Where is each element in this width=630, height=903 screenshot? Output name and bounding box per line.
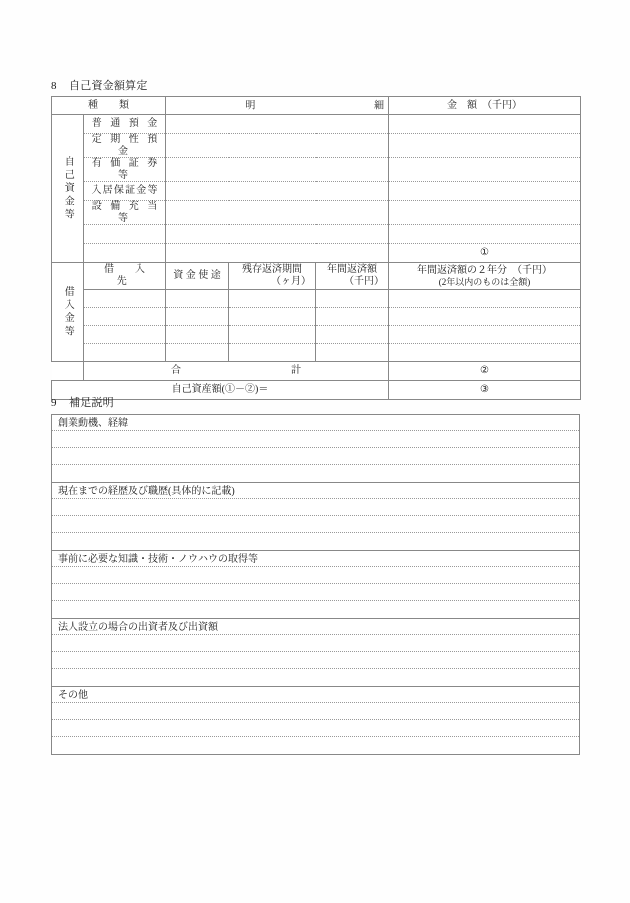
header-kind [52, 97, 166, 115]
net-asset-row [52, 381, 581, 400]
borrow-cell-use[interactable] [166, 290, 229, 308]
borrow-cell-lender[interactable] [84, 290, 166, 308]
row-kind: 定 期 性 預 金 [84, 134, 166, 158]
borrow-header-annual-label: 年間返済額 [327, 264, 377, 275]
row-amount[interactable] [389, 225, 581, 244]
borrow-header-row [52, 263, 581, 290]
borrow-cell-lender[interactable] [84, 344, 166, 362]
borrow-cell-period[interactable] [229, 344, 316, 362]
borrow-cell-period[interactable] [229, 290, 316, 308]
section-8-number: 8 [51, 80, 57, 92]
borrow-header-use [166, 263, 229, 290]
row-kind: 有 価 証 券 等 [84, 158, 166, 182]
borrow-total-row [52, 362, 581, 381]
self-funds-header-row [52, 97, 581, 115]
note-label: 法人設立の場合の出資者及び出資額 [52, 619, 579, 635]
table-row [52, 158, 581, 182]
note-line[interactable] [52, 533, 579, 550]
header-amount-label: 金 額 （千円） [447, 99, 523, 111]
total-label-text: 合 計 [171, 365, 311, 377]
borrow-header-annual-unit: （千円） [344, 276, 385, 287]
note-block [52, 483, 579, 551]
section-9-heading [51, 396, 114, 410]
borrow-cell-use[interactable] [166, 326, 229, 344]
row-detail[interactable] [166, 244, 389, 263]
total-row-spacer [52, 362, 84, 381]
self-funds-group-label [52, 115, 84, 263]
row-kind: 入居保証金等 [84, 182, 166, 201]
borrow-cell-period[interactable] [229, 326, 316, 344]
note-line[interactable] [52, 635, 579, 652]
borrow-header-period-label: 残存返済期間 [242, 264, 302, 275]
header-amount [389, 97, 581, 115]
borrow-header-two-years-label: 年間返済額の２年分 （千円） [417, 264, 553, 276]
borrow-header-period-unit: （ヶ月） [271, 276, 311, 287]
table-row [52, 244, 581, 263]
borrow-cell-lender[interactable] [84, 308, 166, 326]
borrow-cell-two-years[interactable] [389, 344, 581, 362]
borrow-group-label [52, 263, 84, 362]
note-block [52, 415, 579, 483]
borrow-header-use-label: 資 金 使 途 [173, 270, 221, 281]
row-amount[interactable] [389, 201, 581, 225]
table-row [52, 115, 581, 134]
note-label: 創業動機、経緯 [52, 415, 579, 431]
row-detail[interactable] [166, 225, 389, 244]
borrow-group-label-text: 借入金等 [62, 285, 74, 339]
row-detail[interactable] [166, 182, 389, 201]
borrow-cell-use[interactable] [166, 344, 229, 362]
note-line[interactable] [52, 652, 579, 669]
note-block [52, 687, 579, 754]
note-label: 現在までの経歴及び職歴(具体的に記載) [52, 483, 579, 499]
note-line[interactable] [52, 431, 579, 448]
table-row [52, 308, 581, 326]
note-line[interactable] [52, 584, 579, 601]
table-row [52, 326, 581, 344]
row-kind: 設 備 充 当 等 [84, 201, 166, 225]
section-8-heading [51, 79, 148, 93]
borrow-cell-two-years[interactable] [389, 308, 581, 326]
section-8-title: 自己資金額算定 [69, 80, 148, 92]
borrow-cell-annual[interactable] [316, 308, 389, 326]
table-row [52, 290, 581, 308]
note-line[interactable] [52, 465, 579, 482]
subtotal-marker: ① [389, 244, 581, 263]
table-row [52, 344, 581, 362]
borrow-cell-two-years[interactable] [389, 290, 581, 308]
note-line[interactable] [52, 601, 579, 618]
borrow-cell-annual[interactable] [316, 326, 389, 344]
row-detail[interactable] [166, 115, 389, 134]
table-row [52, 201, 581, 225]
self-funds-table [51, 96, 581, 400]
row-detail[interactable] [166, 158, 389, 182]
borrow-cell-period[interactable] [229, 308, 316, 326]
header-kind-label: 種 類 [88, 99, 135, 111]
note-line[interactable] [52, 516, 579, 533]
borrow-cell-use[interactable] [166, 308, 229, 326]
section-9-number: 9 [51, 397, 57, 409]
header-detail-left: 明 [245, 99, 256, 111]
note-line[interactable] [52, 703, 579, 720]
note-line[interactable] [52, 448, 579, 465]
row-detail[interactable] [166, 134, 389, 158]
borrow-header-two-years [389, 263, 581, 290]
row-kind: 普 通 預 金 [84, 115, 166, 134]
net-asset-marker: ③ [389, 381, 581, 400]
row-kind[interactable] [84, 225, 166, 244]
row-amount[interactable] [389, 158, 581, 182]
row-amount[interactable] [389, 115, 581, 134]
supplementary-notes [51, 414, 580, 755]
row-detail[interactable] [166, 201, 389, 225]
borrow-header-annual [316, 263, 389, 290]
borrow-cell-annual[interactable] [316, 290, 389, 308]
note-line[interactable] [52, 720, 579, 737]
header-detail [166, 97, 389, 115]
table-row [52, 134, 581, 158]
borrow-cell-annual[interactable] [316, 344, 389, 362]
borrow-header-period [229, 263, 316, 290]
borrow-header-two-years-note: (2年以内のものは全額) [438, 276, 531, 287]
section-9-title: 補足説明 [69, 397, 114, 409]
note-label: その他 [52, 687, 579, 703]
self-funds-group-label-text: 自己資金等 [62, 155, 74, 222]
total-label [84, 362, 389, 381]
note-line[interactable] [52, 567, 579, 584]
note-block [52, 619, 579, 687]
borrow-cell-lender[interactable] [84, 326, 166, 344]
net-asset-label-text: 自己資産額(①－②)＝ [171, 384, 269, 396]
row-amount[interactable] [389, 182, 581, 201]
note-line[interactable] [52, 737, 579, 754]
borrow-header-lender-label: 借 入 先 [104, 264, 166, 287]
borrow-header-lender [84, 263, 166, 290]
note-line[interactable] [52, 499, 579, 516]
note-block [52, 551, 579, 619]
header-detail-right: 細 [374, 99, 385, 111]
row-kind[interactable] [84, 244, 166, 263]
total-marker: ② [389, 362, 581, 381]
row-amount[interactable] [389, 134, 581, 158]
note-line[interactable] [52, 669, 579, 686]
table-row [52, 182, 581, 201]
table-row [52, 225, 581, 244]
note-label: 事前に必要な知識・技術・ノウハウの取得等 [52, 551, 579, 567]
borrow-cell-two-years[interactable] [389, 326, 581, 344]
